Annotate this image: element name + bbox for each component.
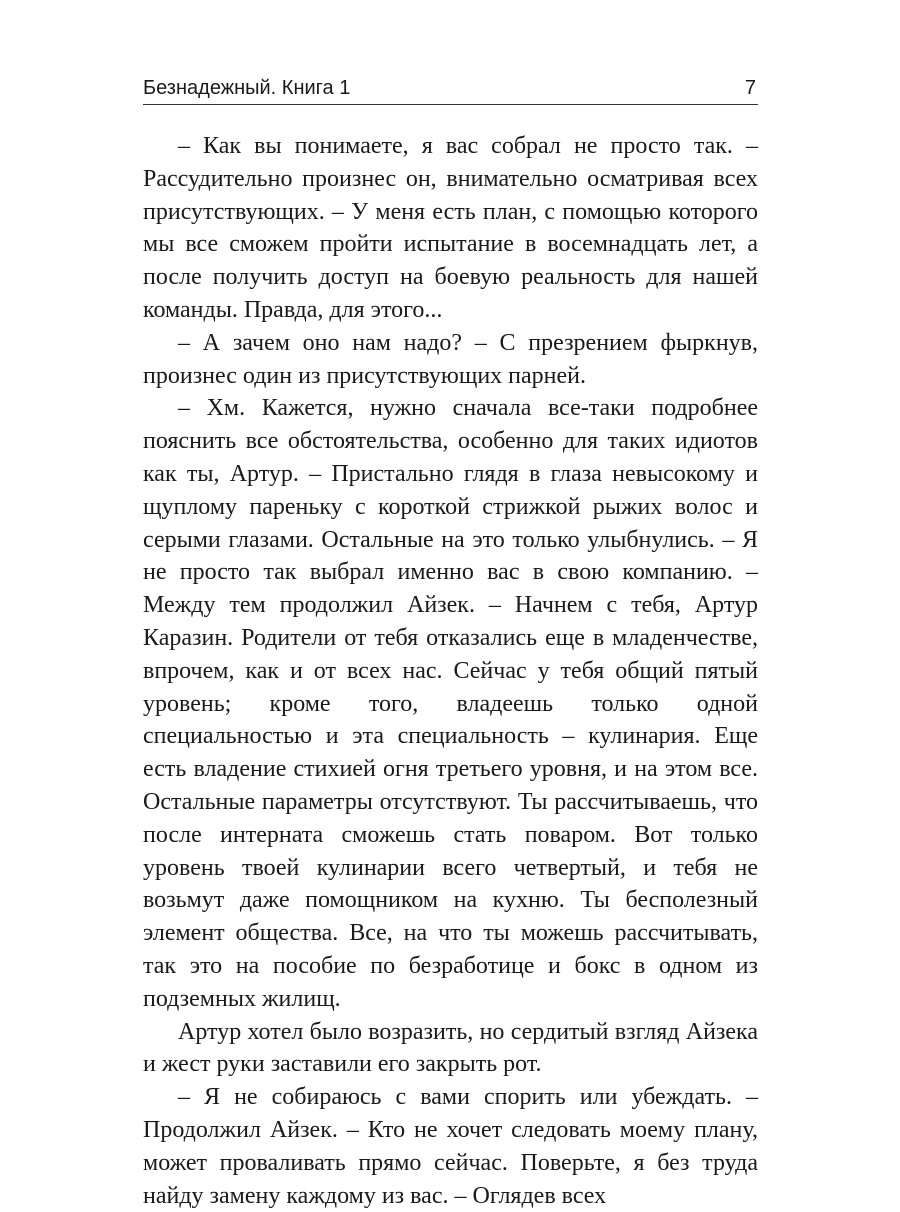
book-title: Безнадежный. Книга 1 [143,77,351,99]
running-head [143,74,758,105]
paragraph: – А зачем оно нам надо? – С презрением фыркнув, произнес один из присутствующих парней. [143,329,758,389]
page-body [143,130,758,1212]
paragraph: Артур хотел было возразить, но сердитый взгляд Айзека и жест руки заставили его закрыть рот. [143,1018,758,1078]
paragraph: – Как вы понимаете, я вас собрал не просто так. – Рассудительно произнес он, внимательно осматривая всех присутствующих. – У меня есть план, с помощью которого мы все сможем пройти испытание в восемнадцать лет, а после получить доступ на боевую реальность для нашей команды. Правда, для этого... [143,133,758,323]
paragraph: – Я не собираюсь с вами спорить или убеждать. – Продолжил Айзек. – Кто не хочет следовать моему плану, может проваливать прямо сейчас. Поверьте, я без труда найду замену каждому из вас. – Оглядев всех [143,1084,758,1209]
page-number: 7 [744,77,756,99]
paragraph: – Хм. Кажется, нужно сначала все-таки подробнее пояснить все обстоятельства, особенно для таких идиотов как ты, Артур. – Пристально глядя в глаза невысокому и щуплому пареньку с короткой стрижкой рыжих волос и серыми глазами. Остальные на это только улыбнулись. – Я не просто так выбрал именно вас в свою компанию. – Между тем продолжил Айзек. – Начнем с тебя, Артур Каразин. Родители от тебя отказались еще в младенчестве, впрочем, как и от всех нас. Сейчас у тебя общий пятый уровень; кроме того, владеешь только одной специальностью и эта специальность – кулинария. Еще есть владение стихией огня третьего уровня, и на этом все. Остальные параметры отсутствуют. Ты рассчитываешь, что после интерната сможешь стать поваром. Вот только уровень твоей кулинарии всего четвертый, и тебя не возьмут даже помощником на кухню. Ты бесполезный элемент общества. Все, на что ты можешь рассчитывать, так это на пособие по безработице и бокс в одном из подземных жилищ. [143,395,758,1012]
